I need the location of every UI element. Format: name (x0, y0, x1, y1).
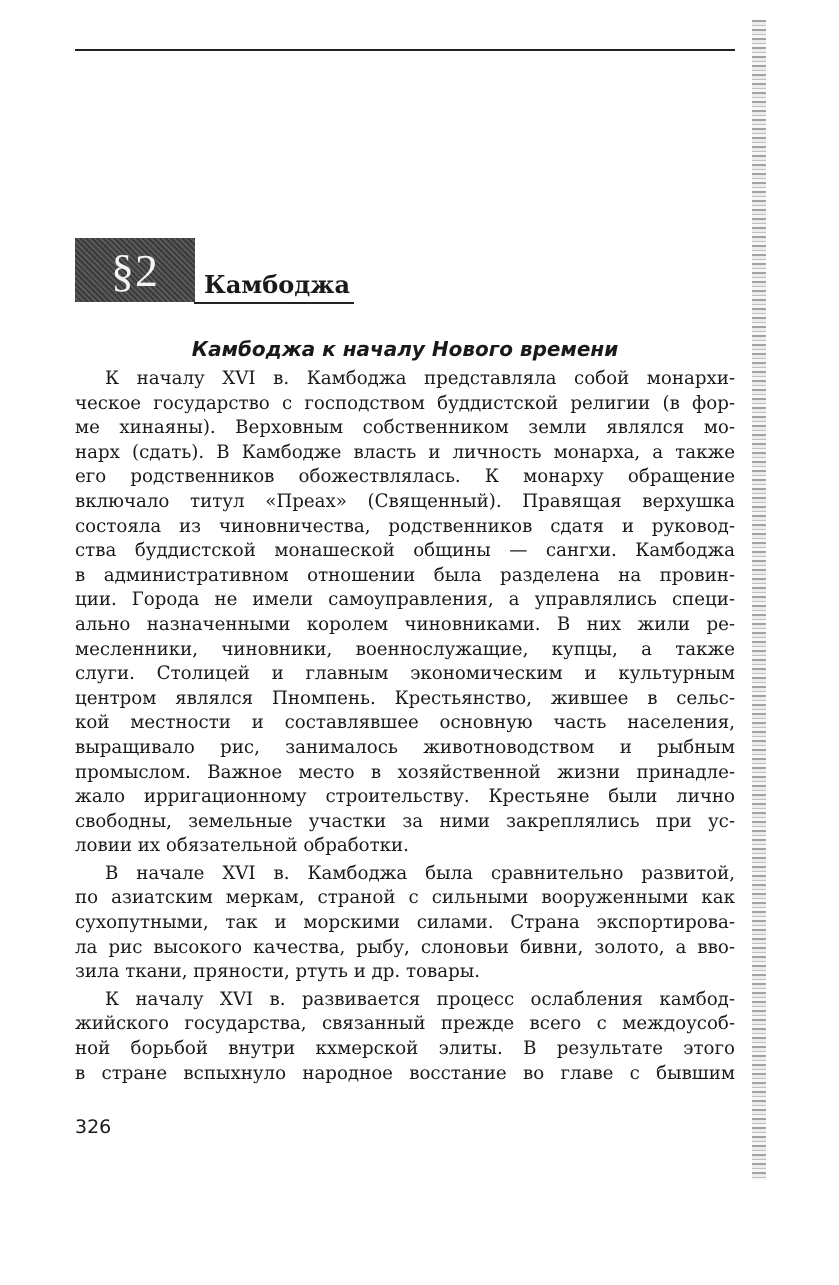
text-line: состояла из чиновничества, родственников сдатя и руковод- (75, 515, 735, 537)
text-line: включало титул «Преах» (Священный). Правящая верхушка (75, 490, 735, 512)
text-line: зила ткани, пряности, ртуть и др. товары. (75, 961, 480, 983)
text-line: В начале XVI в. Камбоджа была сравнительно развитой, (105, 862, 735, 884)
text-line: свободны, земельные участки за ними закреплялись при ус- (75, 810, 735, 832)
page-edge-shadow (752, 20, 766, 1180)
text-line: ной борьбой внутри кхмерской элиты. В результате этого (75, 1038, 735, 1060)
text-line: ла рис высокого качества, рыбу, слоновьи бивни, золото, а вво- (75, 936, 735, 958)
top-rule (75, 49, 735, 51)
text-line: выращивало рис, занималось животноводством и рыбным (75, 736, 735, 758)
page-number: 326 (75, 1116, 112, 1138)
text-line: жийского государства, связанный прежде всего с междоусоб- (75, 1013, 735, 1035)
text-line: К началу XVI в. Камбоджа представляла собой монархи- (105, 368, 735, 389)
chapter-title-underline (194, 302, 354, 304)
text-line: ческое государство с господством буддистской религии (в фор- (75, 392, 735, 414)
text-line: ции. Города не имели самоуправления, а управлялись специ- (75, 589, 735, 611)
text-line: кой местности и составлявшее основную часть населения, (75, 712, 735, 734)
text-line: сухопутными, так и морскими силами. Страна экспортирова- (75, 912, 735, 934)
text-line: по азиатским меркам, страной с сильными вооруженными как (75, 887, 735, 909)
text-line: его родственников обожествлялась. К монарху обращение (75, 466, 735, 488)
text-line: промыслом. Важное место в хозяйственной жизни принадле- (75, 761, 735, 783)
text-line: ме хинаяны). Верховным собственником земли являлся мо- (75, 417, 735, 439)
body-text (75, 367, 735, 1086)
text-line: месленники, чиновники, военнослужащие, купцы, а также (75, 638, 735, 660)
section-number-badge (75, 238, 195, 302)
text-line: ства буддистской монашеской общины — сангхи. Камбоджа (75, 540, 735, 562)
chapter-title: Камбоджа (204, 270, 351, 299)
section-number: §2 (111, 244, 159, 296)
text-line: центром являлся Пномпень. Крестьянство, жившее в сельс- (75, 687, 735, 709)
text-line: в стране вспыхнуло народное восстание во главе с бывшим (75, 1062, 735, 1084)
text-line: в административном отношении была разделена на провин- (75, 564, 735, 586)
text-line: ально назначенными королем чиновниками. В них жили ре- (75, 613, 735, 635)
text-line: жало ирригационному строительству. Крестьяне были лично (75, 786, 735, 808)
text-line: ловии их обязательной обработки. (75, 835, 409, 857)
text-line: слуги. Столицей и главным экономическим и культурным (75, 663, 735, 685)
text-line: К началу XVI в. развивается процесс ослабления камбод- (105, 988, 735, 1010)
subheading: Камбоджа к началу Нового времени (191, 337, 619, 361)
text-line: нарх (сдать). В Камбодже власть и личность монарха, а также (75, 441, 735, 463)
